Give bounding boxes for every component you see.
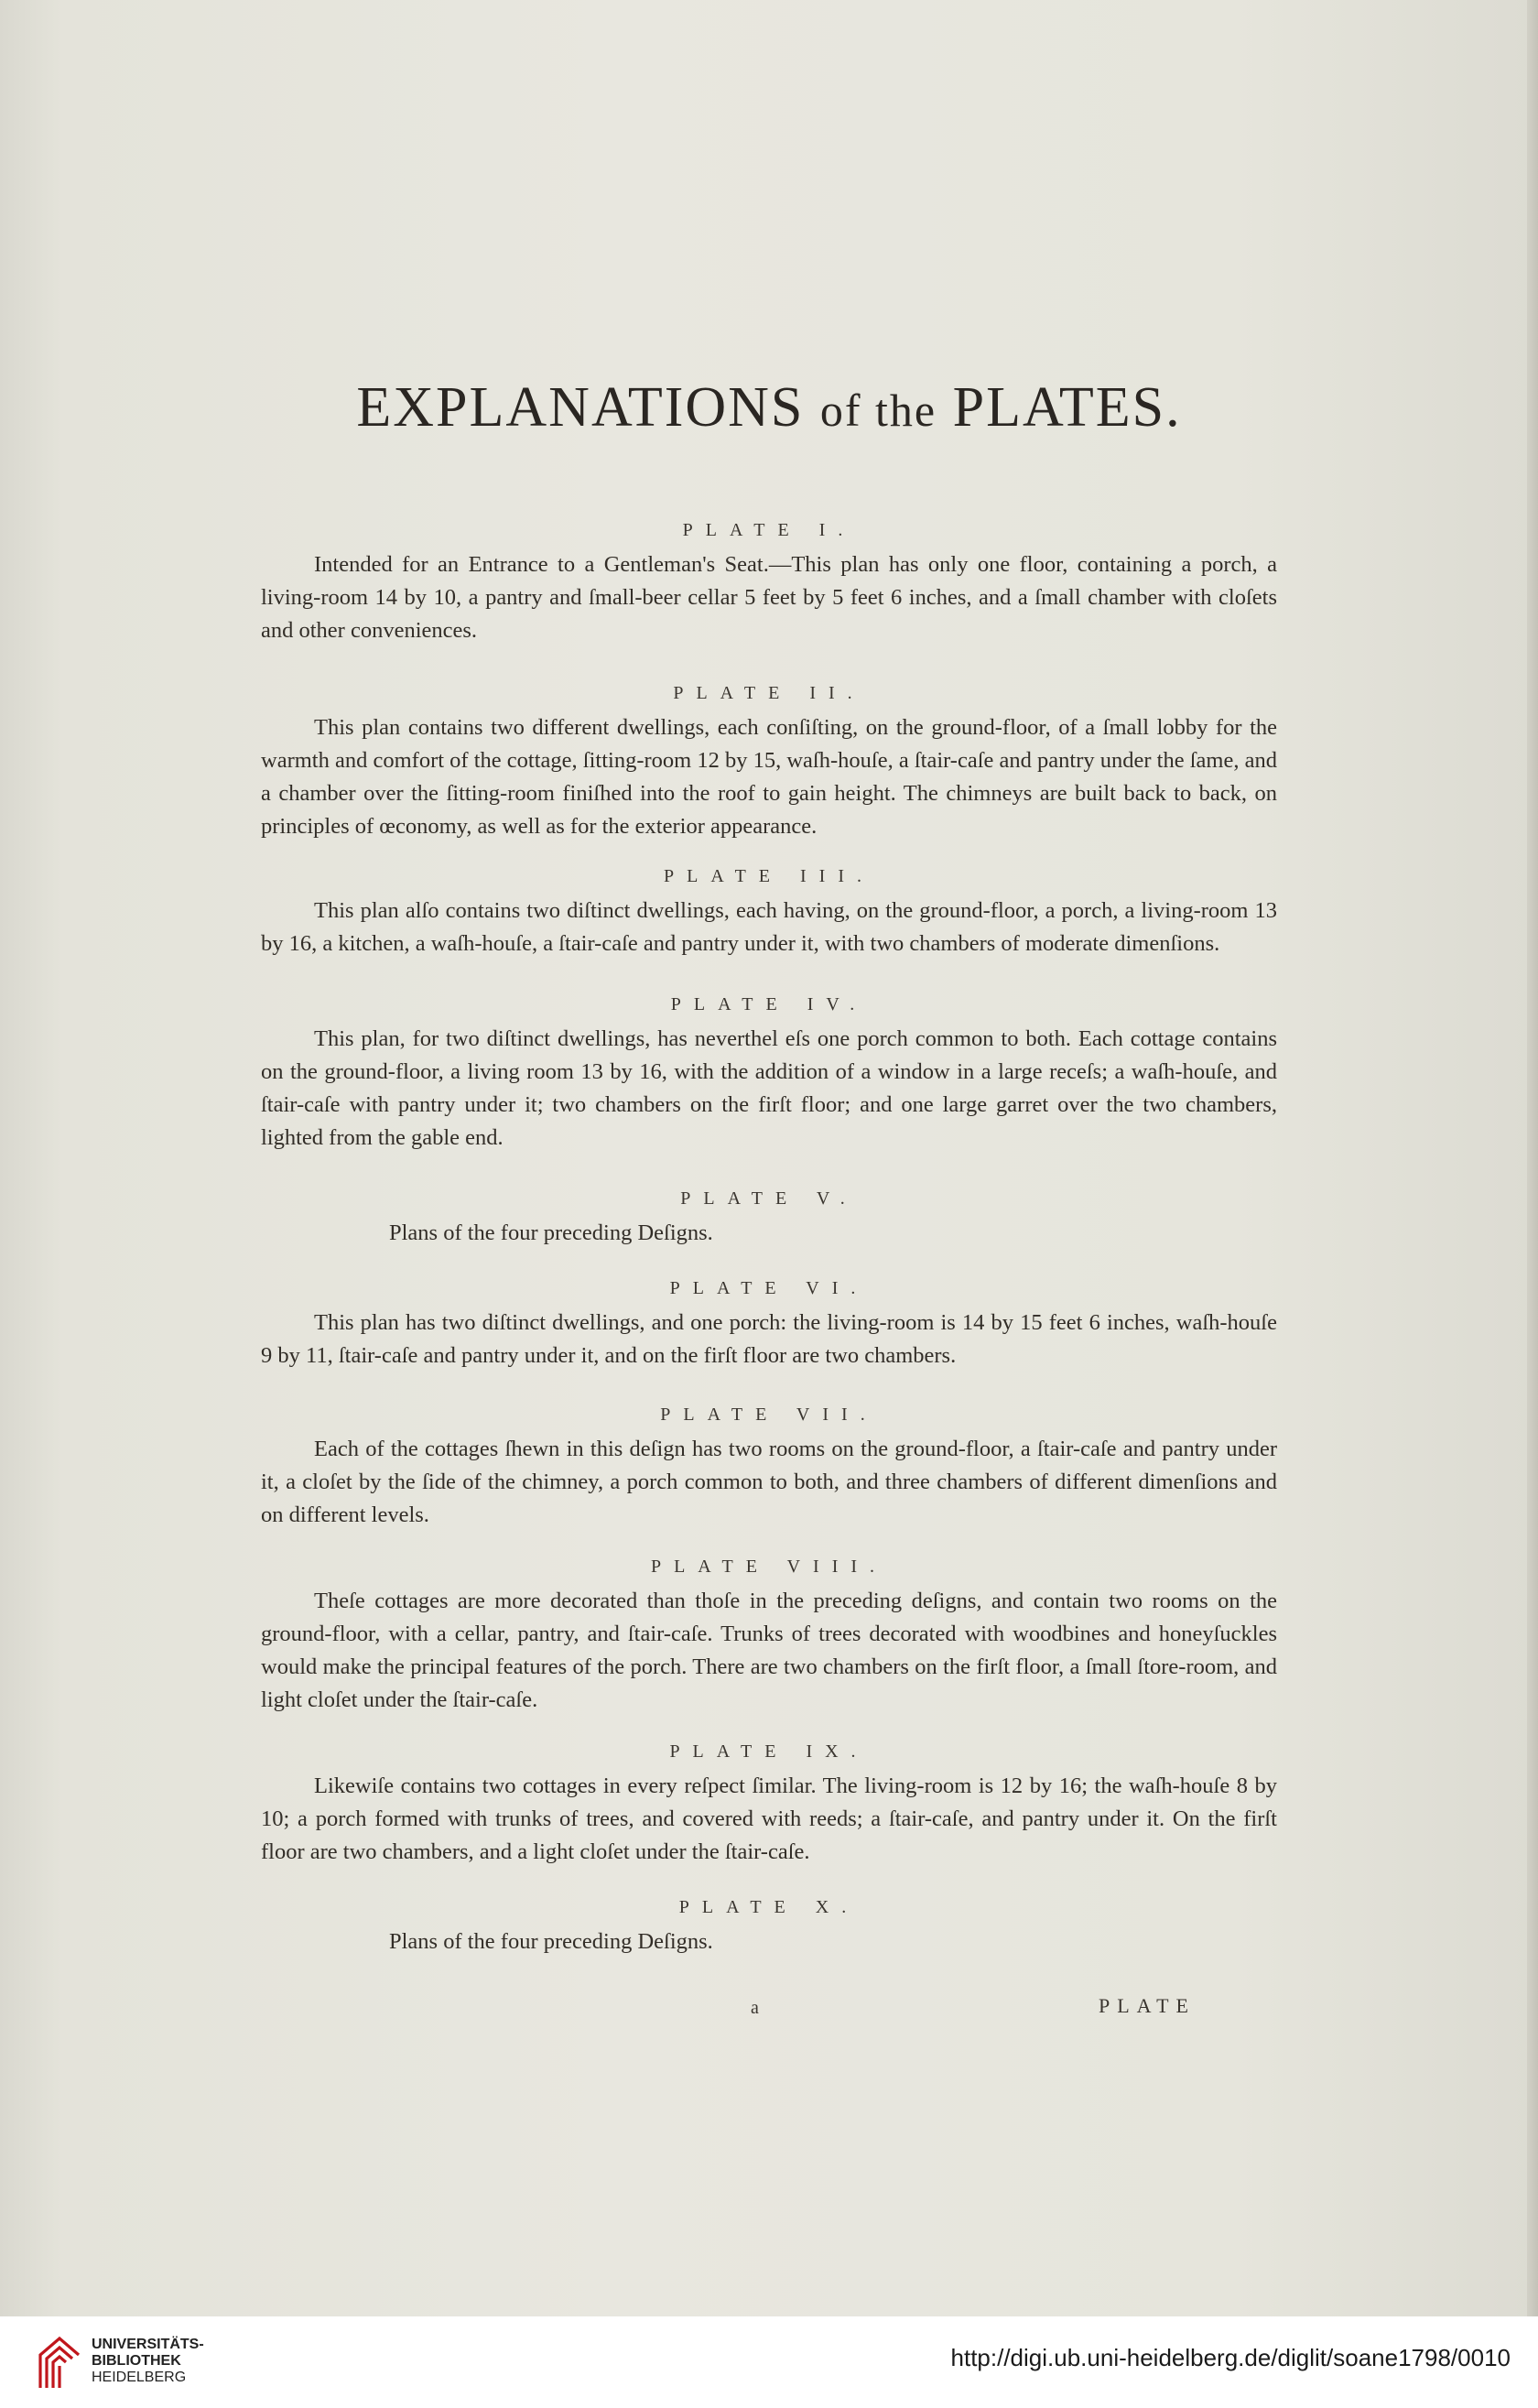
plate-section-2 — [0, 683, 1538, 843]
library-name-line3: HEIDELBERG — [92, 2370, 187, 2385]
title-main: EXPLANATIONS — [356, 376, 805, 439]
page-title — [0, 375, 1538, 440]
plate-heading: PLATE VIII. — [650, 1557, 888, 1577]
plate-heading: PLATE V. — [680, 1188, 858, 1209]
plate-text: This plan alſo contains two diſtinct dwellings, each having, on the ground-floor, a porch, a living-room 13 by 16, a kitchen, a waſh-houſe, a ſtair-caſe and pantry under it, with two chambers of moderate dimenſions. — [261, 898, 1277, 956]
plate-heading: PLATE I. — [682, 520, 856, 540]
plate-text: Intended for an Entrance to a Gentleman's Seat.—This plan has only one floor, containing a porch, a living-room 14 by 10, a pantry and ſmall-beer cellar 5 feet by 5 feet 6 inches, and a ſmall chamber with cloſets and other conveniences. — [261, 552, 1277, 643]
catchword: PLATE — [1099, 1994, 1196, 2017]
title-of: of the — [819, 385, 937, 436]
plate-section-1 — [0, 520, 1538, 647]
plate-section-10 — [0, 1897, 1538, 1958]
page-edge — [1527, 0, 1538, 2316]
library-name — [92, 2337, 204, 2386]
library-name-line2: BIBLIOTHEK — [92, 2353, 181, 2369]
plate-text: Plans of the four preceding Deſigns. — [389, 1220, 713, 1245]
plate-section-8 — [0, 1557, 1538, 1717]
signature-mark: a — [751, 1998, 759, 2018]
plate-text: Theſe cottages are more decorated than thoſe in the preceding deſigns, and contain two rooms on the ground-floor, with a cellar, pantry, and ſtair-caſe. Trunks of trees decorated with woodbines and honeyſuckles would make the principal features of the porch. There are two chambers on the firſt floor, a ſmall ſtore-room, and light cloſet under the ſtair-caſe. — [261, 1589, 1277, 1712]
plate-text: Likewiſe contains two cottages in every reſpect ſimilar. The living-room is 12 by 16; the waſh-houſe 8 by 10; a porch formed with trunks of trees, and covered with reeds; a ſtair-caſe, and pantry under it. On the firſt floor are two chambers, and a light cloſet under the ſtair-caſe. — [261, 1773, 1277, 1864]
plate-heading: PLATE II. — [673, 683, 865, 703]
plate-section-7 — [0, 1405, 1538, 1532]
library-name-line1: UNIVERSITÄTS- — [92, 2337, 204, 2352]
plate-text: This plan, for two diſtinct dwellings, has neverthel eſs one porch common to both. Each cottage contains on the ground-floor, a living room 13 by 16, with the addition of a window in a large receſs; a waſh-houſe, and ſtair-caſe with pantry under it; two chambers on the firſt floor; and one large garret over the two chambers, lighted from the gable end. — [261, 1026, 1277, 1150]
plate-heading: PLATE VII. — [660, 1405, 878, 1425]
library-logo-icon — [35, 2333, 84, 2392]
plate-text: Each of the cottages ſhewn in this deſign has two rooms on the ground-floor, a ſtair-caſe and pantry under it, a cloſet by the ſide of the chimney, a porch common to both, and three chambers of different dimenſions and on different levels. — [261, 1437, 1277, 1527]
plate-heading: PLATE III. — [664, 866, 874, 886]
source-url[interactable]: http://digi.ub.uni-heidelberg.de/diglit/soane1798/0010 — [950, 2344, 1511, 2371]
plate-heading: PLATE IV. — [670, 994, 868, 1014]
plate-section-9 — [0, 1741, 1538, 1869]
plate-heading: PLATE X. — [678, 1897, 860, 1917]
title-end: PLATES. — [952, 376, 1182, 439]
plate-section-4 — [0, 994, 1538, 1155]
plate-text: This plan has two diſtinct dwellings, and one porch: the living-room is 14 by 15 feet 6 inches, waſh-houſe 9 by 11, ſtair-caſe and pantry under it, and on the firſt floor are two chambers. — [261, 1310, 1277, 1368]
library-footer — [0, 2316, 1538, 2408]
plate-text: Plans of the four preceding Deſigns. — [389, 1929, 713, 1954]
plate-section-3 — [0, 866, 1538, 960]
plate-text: This plan contains two different dwellings, each conſiſting, on the ground-floor, of a ſmall lobby for the warmth and comfort of the cottage, ſitting-room 12 by 15, waſh-houſe, a ſtair-caſe and pantry under the ſame, and a chamber over the ſitting-room finiſhed into the roof to gain height. The chimneys are built back to back, on principles of œconomy, as well as for the exterior appearance. — [261, 715, 1277, 839]
plate-section-5 — [0, 1188, 1538, 1250]
plate-section-6 — [0, 1278, 1538, 1372]
plate-heading: PLATE IX. — [669, 1741, 869, 1762]
plate-heading: PLATE VI. — [669, 1278, 869, 1298]
